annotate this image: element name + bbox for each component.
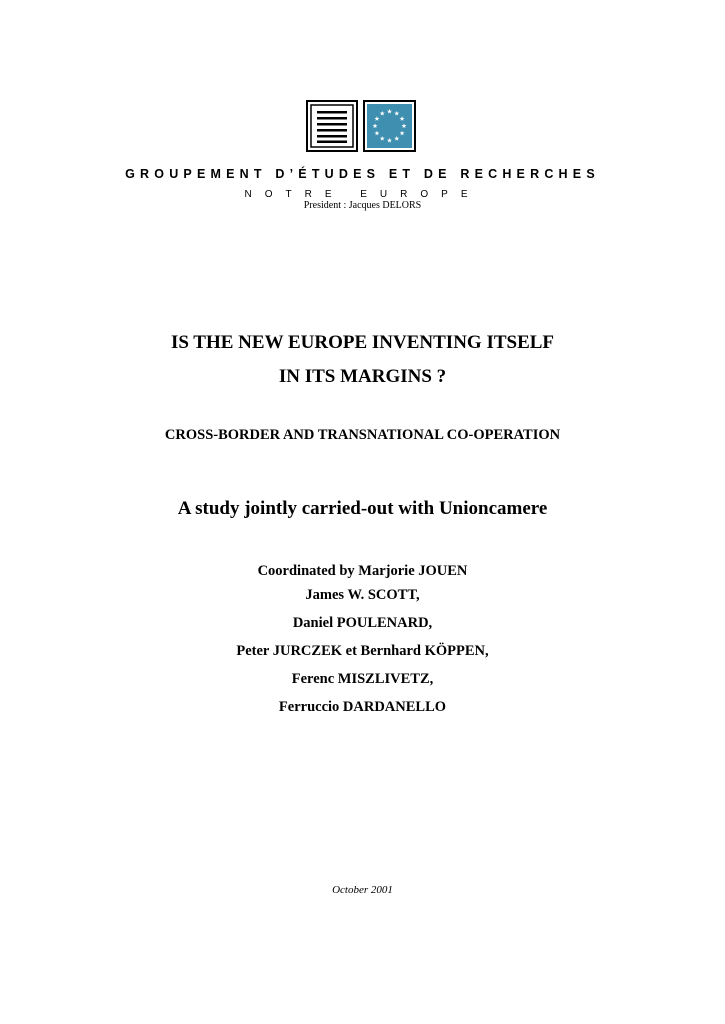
eu-flag-icon bbox=[364, 101, 415, 151]
study-line: A study jointly carried-out with Unioncamere bbox=[177, 498, 548, 519]
author-name: James W. SCOTT, bbox=[305, 587, 420, 603]
author-list bbox=[0, 563, 725, 727]
document-title-line-1: IS THE NEW EUROPE INVENTING ITSELF bbox=[170, 332, 555, 353]
document-subtitle: CROSS-BORDER AND TRANSNATIONAL CO-OPERATION bbox=[164, 427, 561, 443]
document-title-line-2: IN ITS MARGINS ? bbox=[278, 366, 447, 387]
president-line: President : Jacques DELORS bbox=[303, 200, 422, 211]
organization-subtitle: NOTRE EUROPE bbox=[244, 189, 481, 200]
publication-date: October 2001 bbox=[332, 884, 393, 896]
organization-name: GROUPEMENT D’ÉTUDES ET DE RECHERCHES bbox=[125, 167, 600, 181]
author-name: Ferenc MISZLIVETZ, bbox=[291, 671, 434, 687]
document-lines-icon bbox=[307, 101, 357, 151]
author-name: Daniel POULENARD, bbox=[292, 615, 433, 631]
notre-europe-logo bbox=[306, 100, 416, 152]
coordinator-line: Coordinated by Marjorie JOUEN bbox=[257, 563, 468, 579]
author-name: Peter JURCZEK et Bernhard KÖPPEN, bbox=[236, 643, 489, 659]
author-name: Ferruccio DARDANELLO bbox=[278, 699, 447, 715]
